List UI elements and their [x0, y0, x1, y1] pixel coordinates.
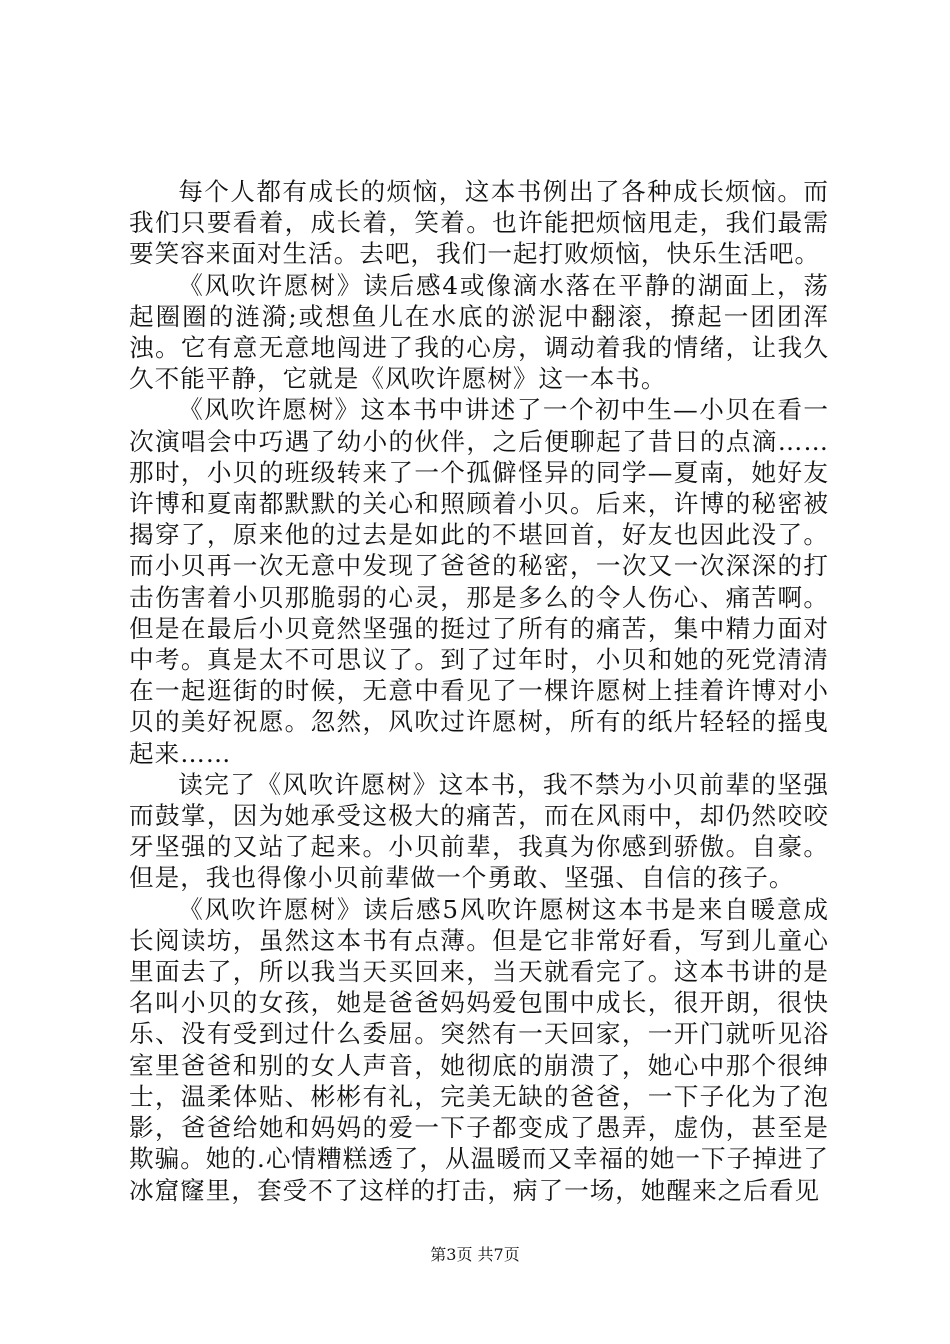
paragraph: 读完了《风吹许愿树》这本书，我不禁为小贝前辈的坚强而鼓掌，因为她承受这极大的痛苦，而在风雨中，却仍然咬咬牙坚强的又站了起来。小贝前辈，我真为你感到骄傲。自豪。但是，我也得像小贝前辈做一个勇敢、坚强、自信的孩子。 — [129, 769, 829, 893]
paragraph: 《风吹许愿树》读后感4或像滴水落在平静的湖面上，荡起圈圈的涟漪;或想鱼儿在水底的淤泥中翻滚，撩起一团团浑浊。它有意无意地闯进了我的心房，调动着我的情绪，让我久久不能平静，它就是《风吹许愿树》这一本书。 — [129, 270, 829, 394]
paragraph: 《风吹许愿树》读后感5风吹许愿树这本书是来自暖意成长阅读坊，虽然这本书有点薄。但是它非常好看，写到儿童心里面去了，所以我当天买回来，当天就看完了。这本书讲的是名叫小贝的女孩，她是爸爸妈妈爱包围中成长，很开朗，很快乐、没有受到过什么委屈。突然有一天回家，一开门就听见浴室里爸爸和别的女人声音，她彻底的崩溃了，她心中那个很绅士，温柔体贴、彬彬有礼，完美无缺的爸爸，一下子化为了泡影，爸爸给她和妈妈的爱一下子都变成了愚弄，虚伪，甚至是欺骗。她的.心情糟糕透了，从温暖而又幸福的她一下子掉进了冰窟窿里，套受不了这样的打击，病了一场，她醒来之后看见 — [129, 894, 829, 1205]
paragraph: 每个人都有成长的烦恼，这本书例出了各种成长烦恼。而我们只要看着，成长着，笑着。也许能把烦恼甩走，我们最需要笑容来面对生活。去吧，我们一起打败烦恼，快乐生活吧。 — [129, 177, 829, 269]
page-footer: 第3页 共7页 — [430, 1245, 520, 1264]
body-text — [129, 176, 829, 1206]
paragraph: 《风吹许愿树》这本书中讲述了一个初中生—小贝在看一次演唱会中巧遇了幼小的伙伴，之后便聊起了昔日的点滴……那时，小贝的班级转来了一个孤僻怪异的同学—夏南，她好友许博和夏南都默默的关心和照顾着小贝。后来，许博的秘密被揭穿了，原来他的过去是如此的不堪回首，好友也因此没了。而小贝再一次无意中发现了爸爸的秘密，一次又一次深深的打击伤害着小贝那脆弱的心灵，那是多么的令人伤心、痛苦啊。但是在最后小贝竟然坚强的挺过了所有的痛苦，集中精力面对中考。真是太不可思议了。到了过年时，小贝和她的死党清清在一起逛街的时候，无意中看见了一棵许愿树上挂着许博对小贝的美好祝愿。忽然，风吹过许愿树，所有的纸片轻轻的摇曳起来…… — [129, 395, 829, 768]
